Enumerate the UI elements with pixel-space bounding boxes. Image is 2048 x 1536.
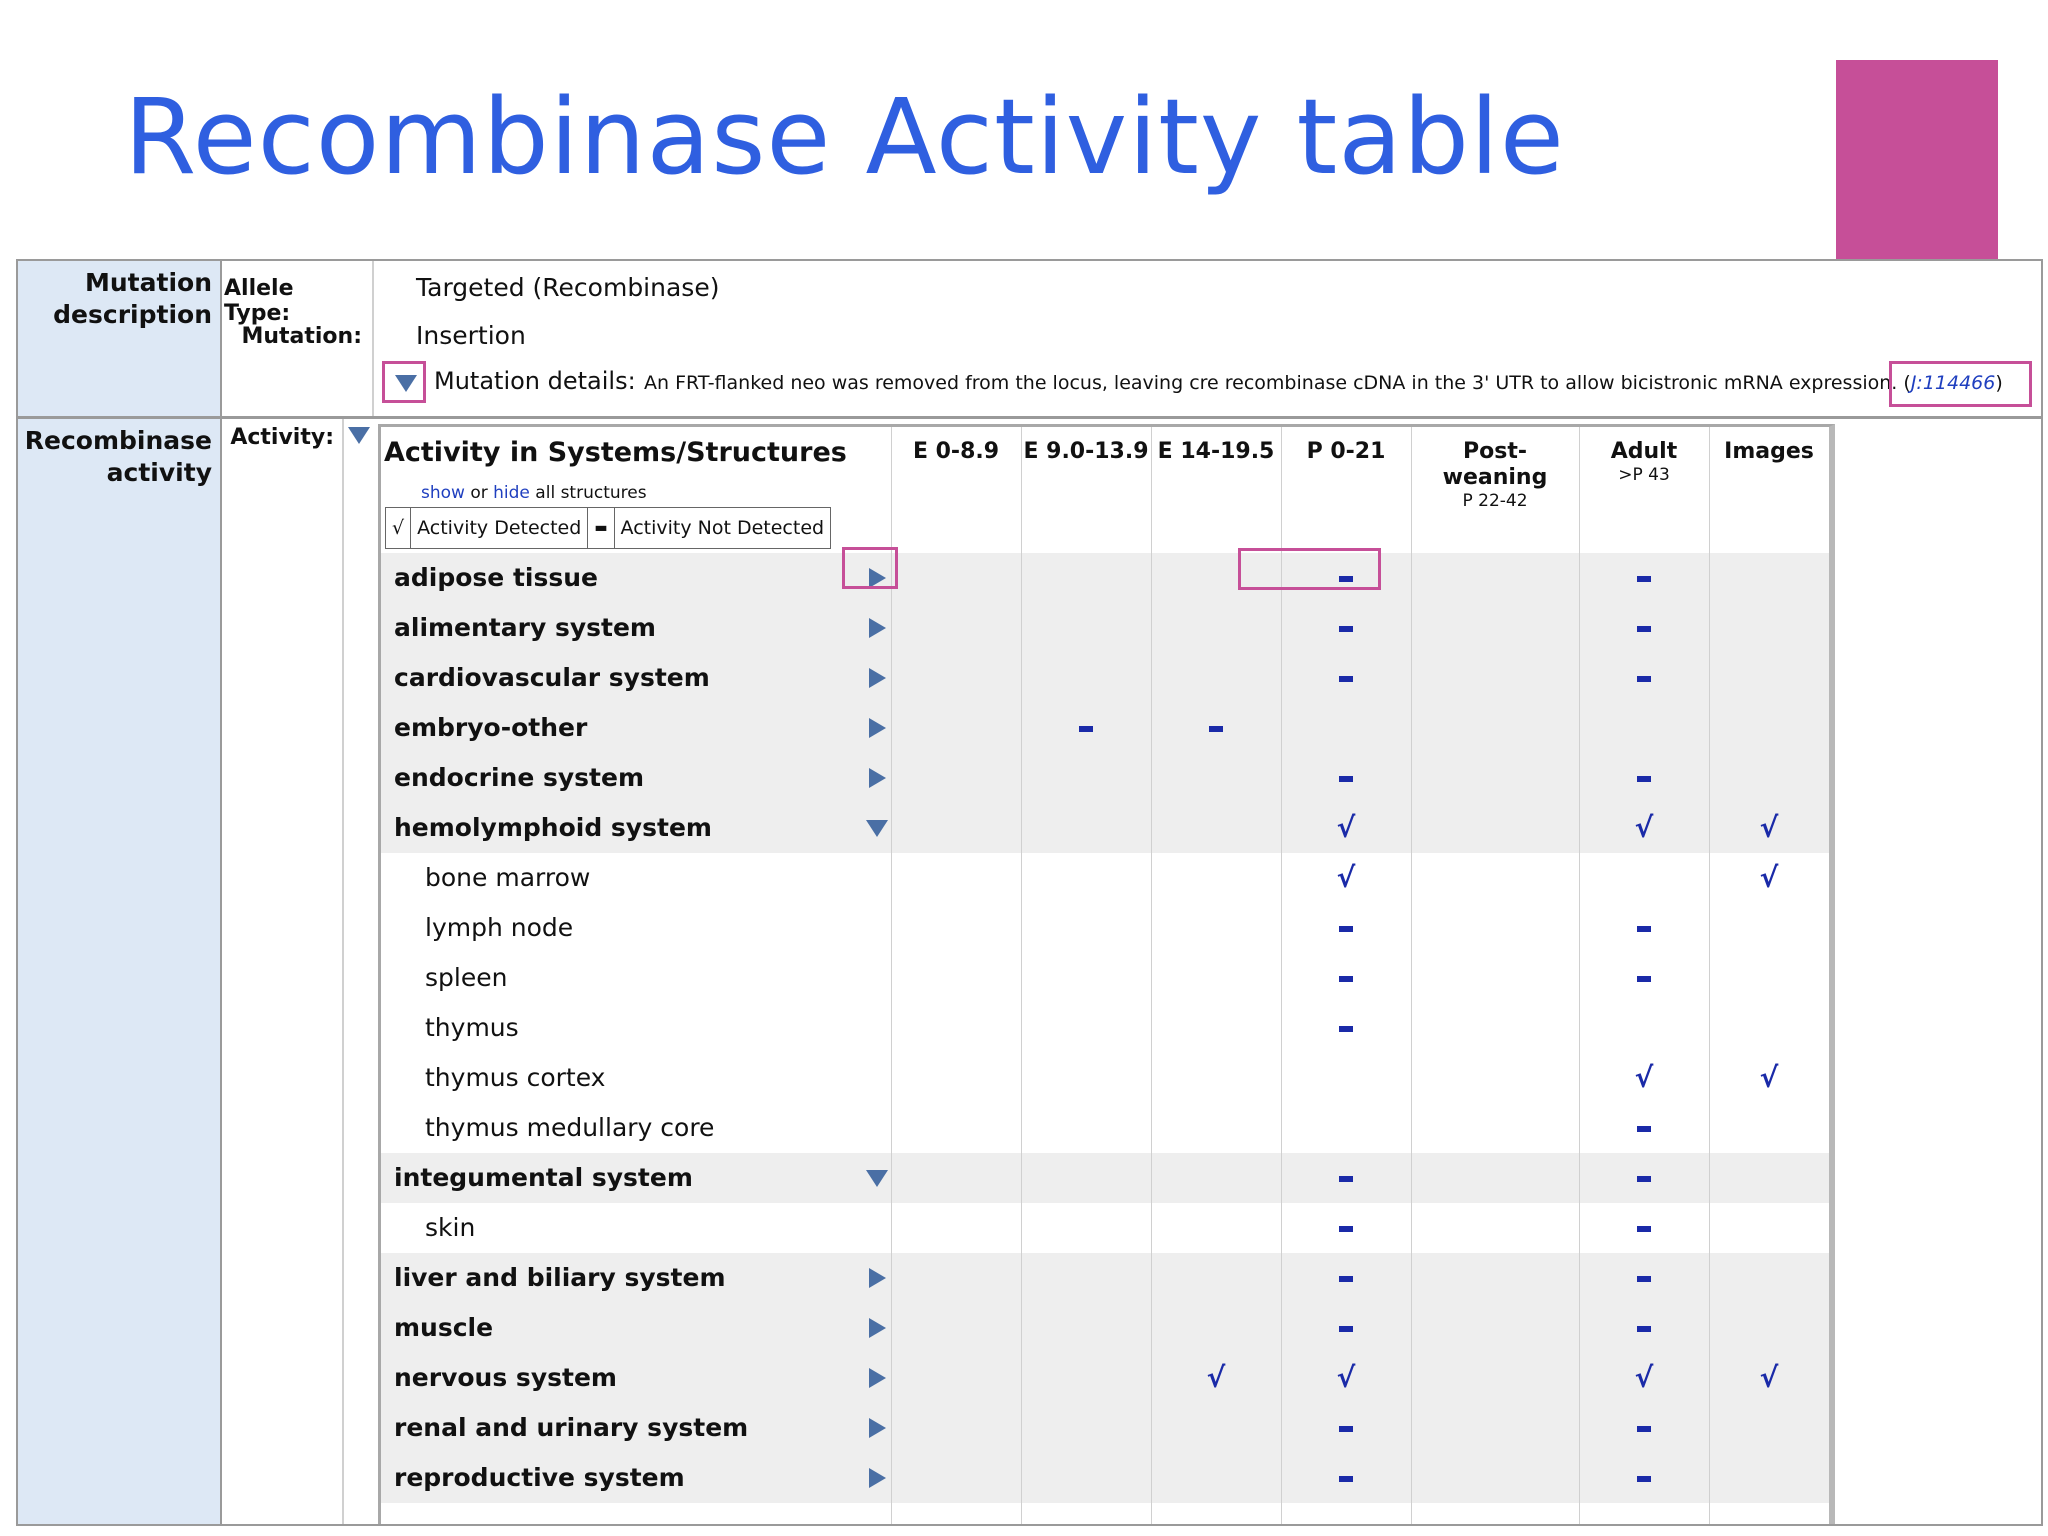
mutation-details-body: An FRT-flanked neo was removed from the locus, leaving cre recombinase cDNA in the 3' UTR to allow bicistronic mRNA expression. — [644, 372, 1898, 394]
not-detected-icon — [1339, 1026, 1353, 1032]
column-header — [1281, 439, 1411, 465]
structure-name: lymph node — [425, 913, 574, 942]
activity-cell-not-detected — [1579, 753, 1709, 803]
table-row — [381, 703, 1829, 753]
table-row — [381, 903, 1829, 953]
column-header-label: E 14-19.5 — [1157, 439, 1275, 464]
not-detected-icon — [1637, 776, 1651, 782]
not-detected-icon — [1339, 1476, 1353, 1482]
collapse-triangle-icon[interactable] — [866, 820, 888, 837]
activity-cell-not-detected — [1281, 1453, 1411, 1503]
column-header — [1579, 439, 1709, 485]
table-row — [381, 1153, 1829, 1203]
activity-legend — [385, 507, 831, 549]
system-name: endocrine system — [394, 763, 645, 792]
column-header-label: Post-weaning — [1442, 439, 1548, 490]
system-name: liver and biliary system — [394, 1263, 726, 1292]
table-row — [381, 1403, 1829, 1453]
system-name: embryo-other — [394, 713, 588, 742]
activity-cell-detected: √ — [1336, 1361, 1356, 1394]
show-all-link[interactable]: show — [421, 483, 465, 503]
activity-cell-not-detected — [1281, 653, 1411, 703]
not-detected-icon — [1637, 1426, 1651, 1432]
system-name: integumental system — [394, 1163, 693, 1192]
or-text: or — [470, 483, 488, 503]
expand-triangle-icon[interactable] — [869, 768, 886, 788]
not-detected-icon — [1637, 976, 1651, 982]
activity-table-title: Activity in Systems/Structures — [384, 437, 847, 468]
activity-cell-not-detected — [1281, 753, 1411, 803]
column-divider — [1709, 427, 1710, 1526]
column-header-label: P 0-21 — [1306, 439, 1386, 464]
activity-cell-not-detected — [1579, 1453, 1709, 1503]
table-row — [381, 1353, 1829, 1403]
system-name: alimentary system — [394, 613, 656, 642]
table-row — [381, 553, 1829, 603]
table-row — [381, 803, 1829, 853]
mutation-details-label: Mutation details: — [434, 367, 636, 395]
expand-triangle-icon[interactable] — [869, 1418, 886, 1438]
not-detected-icon — [1339, 776, 1353, 782]
system-name: reproductive system — [394, 1463, 685, 1492]
activity-cell-detected: √ — [1634, 1361, 1654, 1394]
table-row — [381, 603, 1829, 653]
expand-triangle-icon[interactable] — [869, 1368, 886, 1388]
table-row — [381, 853, 1829, 903]
not-detected-icon — [1637, 1326, 1651, 1332]
not-detected-icon — [1637, 1476, 1651, 1482]
activity-cell-not-detected — [1579, 1153, 1709, 1203]
table-row — [381, 653, 1829, 703]
activity-cell-not-detected — [1281, 1303, 1411, 1353]
activity-section-label: Recombinase activity — [18, 419, 222, 1524]
highlight-box-details-toggle — [382, 361, 426, 403]
column-header-label: E 9.0-13.9 — [1023, 439, 1149, 464]
activity-cell-not-detected — [1579, 1253, 1709, 1303]
column-header-label: E 0-8.9 — [912, 439, 1000, 464]
images-link[interactable]: √ — [1759, 811, 1779, 844]
system-name: nervous system — [394, 1363, 617, 1392]
activity-cell-not-detected — [1281, 1153, 1411, 1203]
show-hide-controls — [421, 483, 647, 503]
structure-name: thymus cortex — [425, 1063, 606, 1092]
column-header-label: Images — [1724, 439, 1814, 464]
collapse-triangle-icon — [348, 427, 370, 444]
allele-type-key: Allele Type: — [224, 276, 294, 326]
activity-key: Activity: — [230, 425, 334, 450]
activity-cell-not-detected — [1579, 1403, 1709, 1453]
legend-detected-symbol: √ — [386, 508, 411, 548]
images-link[interactable]: √ — [1759, 1061, 1779, 1094]
not-detected-icon — [1637, 626, 1651, 632]
highlight-box-reference — [1889, 361, 2032, 407]
not-detected-icon — [1637, 1176, 1651, 1182]
legend-not-detected-symbol: ▬ — [588, 508, 614, 548]
activity-cell-not-detected — [1281, 1003, 1411, 1053]
images-link[interactable]: √ — [1759, 861, 1779, 894]
mutation-value: Insertion — [416, 321, 526, 350]
column-divider — [1579, 427, 1580, 1526]
expand-triangle-icon[interactable] — [869, 718, 886, 738]
activity-cell-not-detected — [1281, 903, 1411, 953]
expand-triangle-icon[interactable] — [869, 1268, 886, 1288]
system-name: cardiovascular system — [394, 663, 710, 692]
structure-name: spleen — [425, 963, 508, 992]
activity-cell-not-detected — [1579, 953, 1709, 1003]
reference-link[interactable]: J:114466 — [1910, 372, 1996, 394]
activity-cell-not-detected — [1579, 603, 1709, 653]
not-detected-icon — [1339, 926, 1353, 932]
not-detected-icon — [1637, 1126, 1651, 1132]
legend-not-detected-label: Activity Not Detected — [620, 517, 825, 539]
column-header — [891, 439, 1021, 465]
activity-cell-not-detected — [1281, 603, 1411, 653]
hide-all-link[interactable]: hide — [493, 483, 530, 503]
accent-block — [1836, 60, 1998, 260]
activity-cell-not-detected — [1151, 703, 1281, 753]
structure-name: thymus medullary core — [425, 1113, 715, 1142]
not-detected-icon — [1339, 1226, 1353, 1232]
allele-detail-panel — [16, 259, 2043, 1526]
all-structures-text: all structures — [535, 483, 647, 503]
column-header — [1151, 439, 1281, 465]
jref-close-paren: ) — [1995, 372, 2003, 394]
slide-title: Recombinase Activity table — [124, 76, 1565, 198]
column-header — [1411, 439, 1579, 511]
expand-triangle-icon[interactable] — [869, 1468, 886, 1488]
legend-detected-label: Activity Detected — [411, 508, 588, 548]
not-detected-icon — [1339, 1176, 1353, 1182]
not-detected-icon — [1209, 726, 1223, 732]
structure-name: bone marrow — [425, 863, 591, 892]
column-header — [1021, 439, 1151, 465]
mutation-section-label: Mutation description — [18, 261, 222, 416]
expand-triangle-icon[interactable] — [869, 668, 886, 688]
column-header-sub: >P 43 — [1618, 465, 1670, 485]
not-detected-icon — [1637, 676, 1651, 682]
activity-cell-not-detected — [1579, 1203, 1709, 1253]
system-name: hemolymphoid system — [394, 813, 712, 842]
activity-cell-not-detected — [1021, 703, 1151, 753]
activity-cell-detected: √ — [1336, 811, 1356, 844]
not-detected-icon — [1079, 726, 1093, 732]
not-detected-icon — [1637, 926, 1651, 932]
not-detected-icon — [1339, 1326, 1353, 1332]
column-header-label: Adult — [1610, 439, 1678, 464]
activity-grid — [378, 424, 1835, 1526]
column-divider — [1281, 427, 1282, 1526]
activity-cell-detected: √ — [1634, 1061, 1654, 1094]
not-detected-icon — [1339, 1426, 1353, 1432]
not-detected-icon — [1339, 976, 1353, 982]
activity-cell-not-detected — [1579, 1103, 1709, 1153]
table-row — [381, 1453, 1829, 1503]
recombinase-activity-section — [18, 419, 2041, 1524]
expand-triangle-icon[interactable] — [869, 1318, 886, 1338]
table-row — [381, 753, 1829, 803]
column-divider — [1411, 427, 1412, 1526]
not-detected-icon — [1637, 1276, 1651, 1282]
system-name: renal and urinary system — [394, 1413, 749, 1442]
activity-cell-not-detected — [1281, 953, 1411, 1003]
mutation-key: Mutation: — [241, 324, 362, 349]
column-header — [1709, 439, 1829, 465]
activity-toggle[interactable] — [346, 423, 372, 447]
column-divider — [1021, 427, 1022, 1526]
activity-cell-not-detected — [1579, 653, 1709, 703]
activity-cell-not-detected — [1579, 903, 1709, 953]
activity-cell-detected: √ — [1206, 1361, 1226, 1394]
not-detected-icon — [1339, 676, 1353, 682]
activity-cell-detected: √ — [1634, 811, 1654, 844]
highlight-box-p0-21-cell — [1238, 548, 1381, 590]
collapse-triangle-icon[interactable] — [866, 1170, 888, 1187]
mutation-section — [18, 261, 2041, 419]
system-name: adipose tissue — [394, 563, 598, 592]
activity-cell-not-detected — [1579, 1303, 1709, 1353]
table-row — [381, 1303, 1829, 1353]
column-divider — [1151, 427, 1152, 1526]
table-row — [381, 1003, 1829, 1053]
activity-cell-not-detected — [1281, 1253, 1411, 1303]
jref-open-paren: ( — [1903, 372, 1911, 394]
images-link[interactable]: √ — [1759, 1361, 1779, 1394]
table-row — [381, 1253, 1829, 1303]
not-detected-icon — [1637, 1226, 1651, 1232]
highlight-box-hemolymphoid-toggle — [842, 547, 898, 589]
activity-cell-not-detected — [1281, 1403, 1411, 1453]
table-row — [381, 1203, 1829, 1253]
column-divider — [891, 427, 892, 1526]
not-detected-icon — [1339, 626, 1353, 632]
system-name: muscle — [394, 1313, 494, 1342]
allele-type-value: Targeted (Recombinase) — [416, 273, 720, 302]
expand-triangle-icon[interactable] — [869, 618, 886, 638]
table-row — [381, 1103, 1829, 1153]
table-row — [381, 953, 1829, 1003]
activity-cell-detected: √ — [1336, 861, 1356, 894]
activity-key-column — [224, 419, 344, 1524]
mutation-keys-column — [224, 261, 374, 416]
structure-name: thymus — [425, 1013, 519, 1042]
activity-cell-not-detected — [1579, 553, 1709, 603]
activity-cell-not-detected — [1281, 1203, 1411, 1253]
column-header-sub: P 22-42 — [1462, 491, 1528, 511]
structure-name: skin — [425, 1213, 476, 1242]
mutation-details-text — [644, 372, 2003, 394]
not-detected-icon — [1637, 576, 1651, 582]
not-detected-icon — [1339, 1276, 1353, 1282]
table-row — [381, 1053, 1829, 1103]
